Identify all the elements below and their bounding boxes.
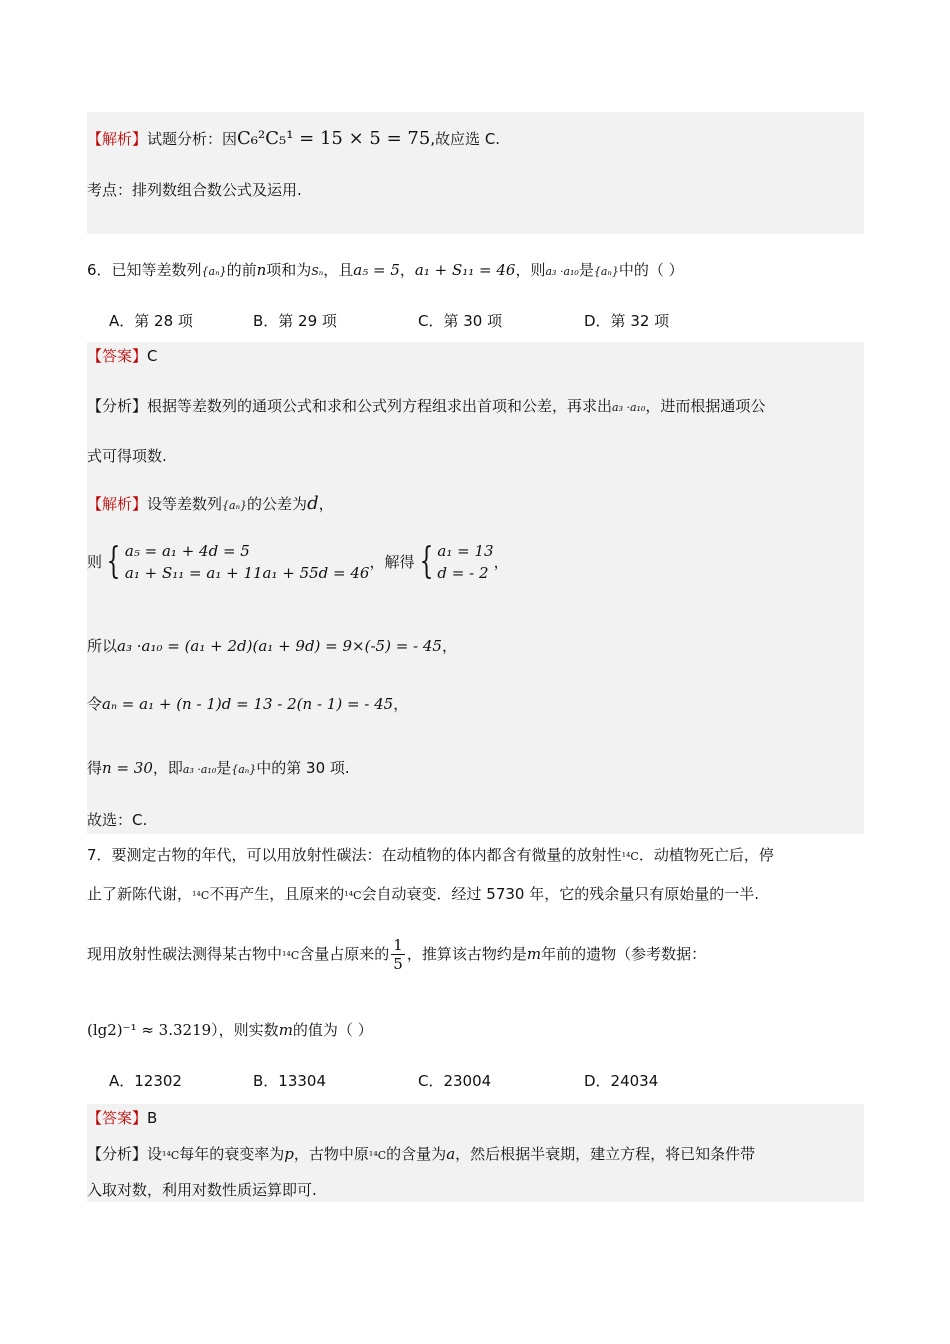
q7-answer: 【答案】B bbox=[87, 1109, 158, 1127]
fraction-one-fifth: $\frac{1}{5}$ bbox=[393, 936, 403, 973]
q7-option-c[interactable]: C．23004 bbox=[418, 1072, 492, 1090]
q7-option-b[interactable]: B．13304 bbox=[253, 1072, 327, 1090]
q6-system: 则 { a₅ = a₁ + 4d = 5 a₁ + S₁₁ = a₁ + 11a₁ + 55d = 46 ，解得 { a₁ = 13 d = - 2 ， bbox=[87, 541, 509, 582]
q7-line2: 止了新陈代谢，¹⁴C不再产生，且原来的¹⁴C会自动衰变．经过 5730 年，它的残余量只有原始量的一半. bbox=[87, 885, 760, 903]
q6-option-b[interactable]: B．第 29 项 bbox=[253, 312, 337, 330]
q7-line1: 7．要测定古物的年代，可以用放射性碳法：在动植物的体内都含有微量的放射性¹⁴C．动植物死亡后，停 bbox=[87, 846, 774, 864]
q7-fenxi-cont: 入取对数，利用对数性质运算即可. bbox=[87, 1181, 317, 1199]
kaodian-line: 考点：排列数组合数公式及运用. bbox=[87, 181, 302, 199]
q7-option-a[interactable]: A．12302 bbox=[109, 1072, 182, 1090]
q6-so: 所以a₃ ·a₁₀ = (a₁ + 2d)(a₁ + 9d) = 9×(-5) = - 45， bbox=[87, 637, 457, 655]
q6-answer: 【答案】C bbox=[87, 347, 158, 365]
analysis-tag: 【解析】 bbox=[87, 130, 148, 148]
q7-option-d[interactable]: D．24034 bbox=[584, 1072, 659, 1090]
analysis-text: 试题分析：因 bbox=[147, 130, 238, 148]
seq-an: {aₙ} bbox=[201, 265, 227, 278]
q6-stem: 6．已知等差数列{aₙ}的前n项和为Sₙ，且a₅ = 5，a₁ + S₁₁ = 46，则a₃ ·a₁₀是{aₙ}中的（ ） bbox=[87, 261, 684, 279]
q6-get: 得n = 30，即a₃ ·a₁₀是{aₙ}中的第 30 项. bbox=[87, 759, 350, 777]
q7-line3: 现用放射性碳法测得某古物中¹⁴C含量占原来的 $\frac{1}{5}$ ，推算该古物约是m年前的遗物（参考数据： bbox=[87, 936, 707, 973]
q6-option-d[interactable]: D．第 32 项 bbox=[584, 312, 670, 330]
analysis-end: ,故应选 C. bbox=[430, 130, 501, 148]
q6-jiexi: 【解析】设等差数列{aₙ}的公差为d， bbox=[87, 493, 334, 514]
q7-line4: (lg2)⁻¹ ≈ 3.3219），则实数m的值为（ ） bbox=[87, 1021, 373, 1039]
analysis-line-prev bbox=[87, 129, 500, 149]
q6-let: 令aₙ = a₁ + (n - 1)d = 13 - 2(n - 1) = - 45， bbox=[87, 695, 409, 713]
q6-option-a[interactable]: A．第 28 项 bbox=[109, 312, 193, 330]
q7-fenxi: 【分析】设¹⁴C每年的衰变率为p，古物中原¹⁴C的含量为a，然后根据半衰期，建立方程，将已知条件带 bbox=[87, 1145, 756, 1163]
combination-formula: C₆²C₅¹ = 15 × 5 = 75 bbox=[237, 128, 431, 149]
q6-option-c[interactable]: C．第 30 项 bbox=[418, 312, 503, 330]
q6-fenxi-cont: 式可得项数. bbox=[87, 447, 167, 465]
q6-final: 故选：C. bbox=[87, 811, 148, 829]
q6-fenxi: 【分析】根据等差数列的通项公式和求和公式列方程组求出首项和公差，再求出a₃ ·a₁₀，进而根据通项公 bbox=[87, 397, 766, 415]
